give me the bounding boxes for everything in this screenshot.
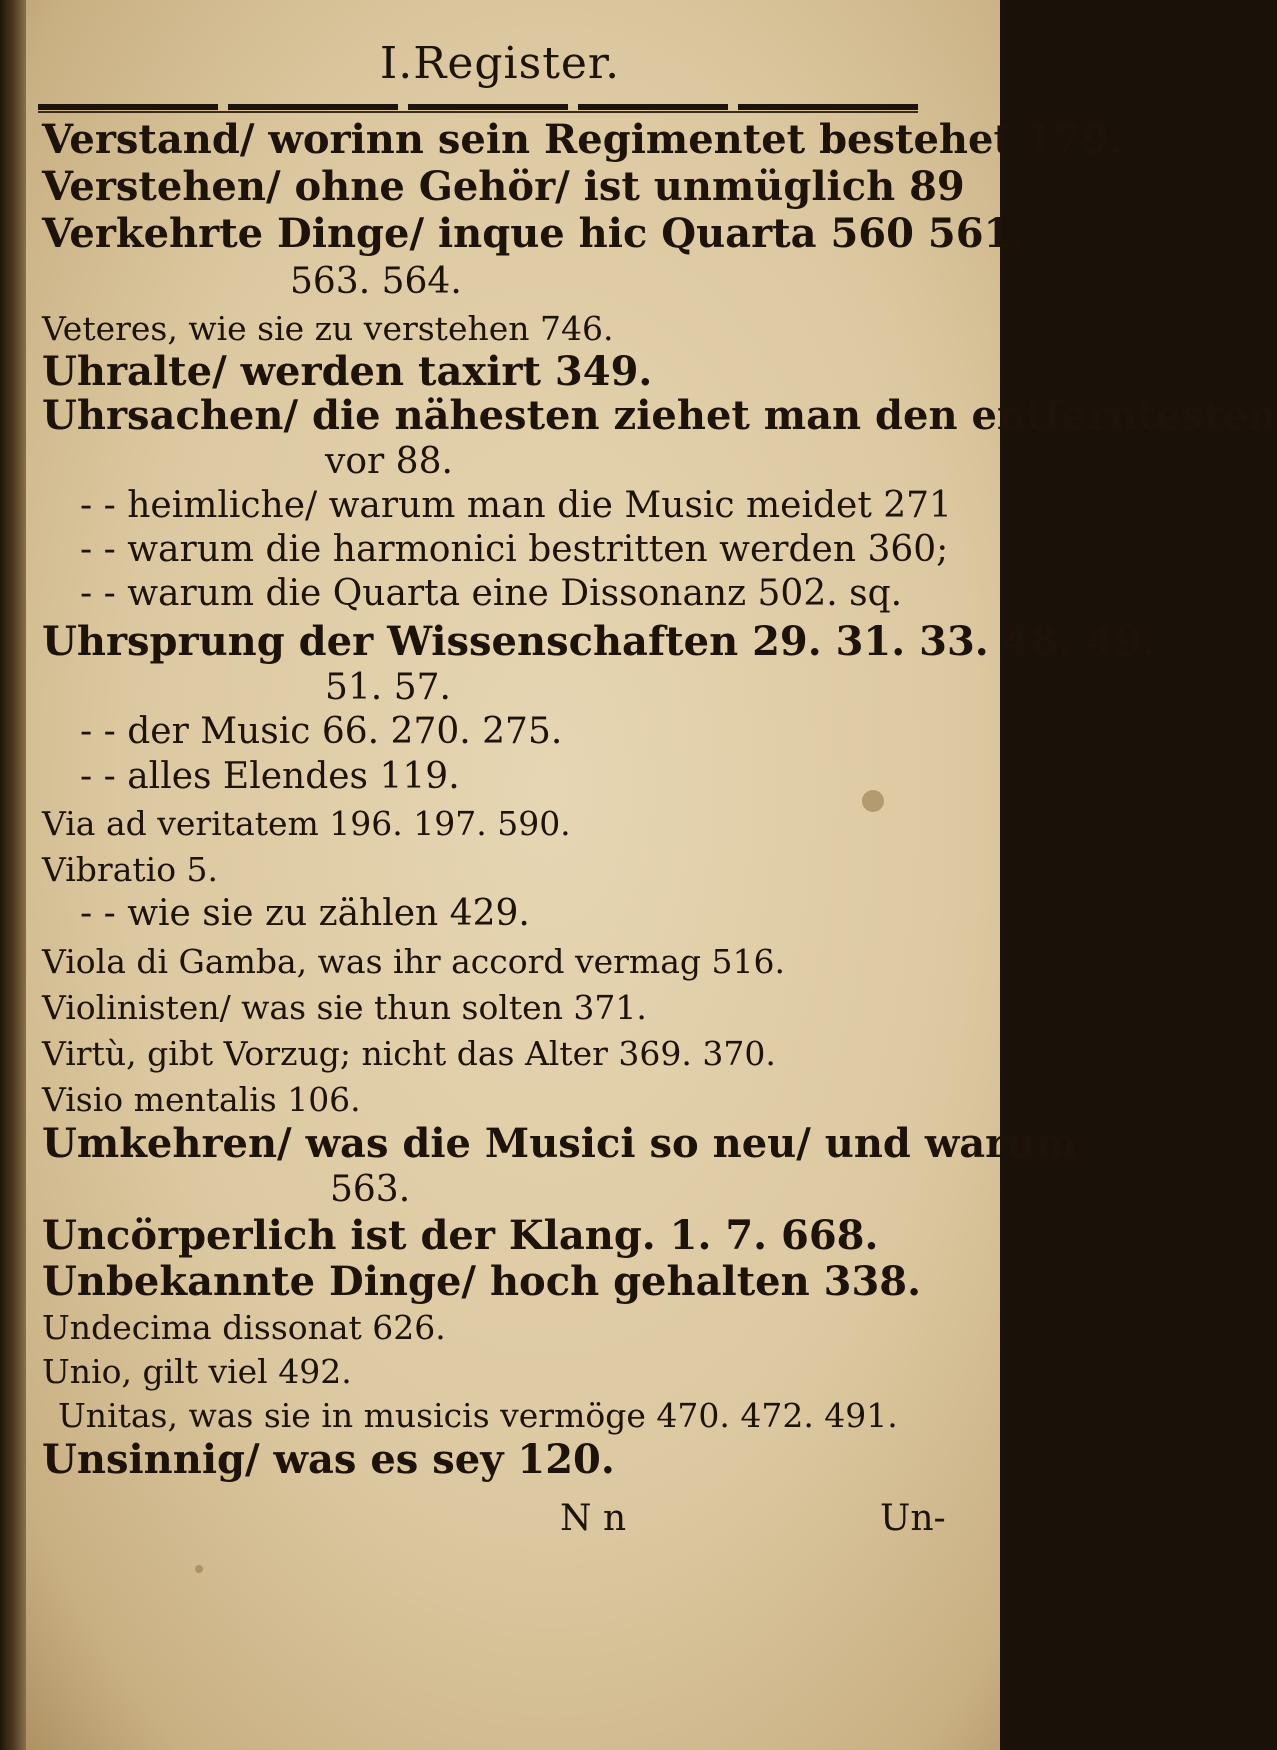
index-entry: Visio mentalis 106. bbox=[42, 1080, 361, 1119]
index-entry-continuation: 563. bbox=[330, 1169, 411, 1210]
index-entry: Verstand/ worinn sein Regimentet bestehet 179. bbox=[42, 116, 1124, 163]
index-entry: Unitas, was sie in musicis vermöge 470. 472. 491. bbox=[58, 1396, 898, 1435]
foxing-spot bbox=[195, 1565, 203, 1573]
index-entry: Verstehen/ ohne Gehör/ ist unmüglich 89 bbox=[42, 163, 965, 210]
index-subentry: - - alles Elendes 119. bbox=[80, 756, 460, 797]
index-subentry: - - der Music 66. 270. 275. bbox=[80, 711, 563, 752]
index-entry: Unio, gilt viel 492. bbox=[42, 1352, 352, 1391]
index-subentry: - - warum die harmonici bestritten werden 360; bbox=[80, 529, 949, 570]
index-entry: Undecima dissonat 626. bbox=[42, 1308, 446, 1347]
foxing-spot bbox=[862, 790, 884, 812]
index-entry: Uncörperlich ist der Klang. 1. 7. 668. bbox=[42, 1212, 879, 1259]
index-entry: Uhrsachen/ die nähesten ziehet man den entferntesten bbox=[42, 392, 1277, 439]
index-entry: Vibratio 5. bbox=[42, 850, 219, 889]
index-entry: Via ad veritatem 196. 197. 590. bbox=[42, 804, 571, 843]
index-entry: Violinisten/ was sie thun solten 371. bbox=[42, 988, 647, 1027]
index-subentry: - - wie sie zu zählen 429. bbox=[80, 893, 530, 934]
index-entry: Uhrsprung der Wissenschaften 29. 31. 33. 48. 49. bbox=[42, 618, 1156, 665]
index-entry: Uhralte/ werden taxirt 349. bbox=[42, 348, 653, 395]
signature-mark: N n bbox=[560, 1498, 627, 1539]
index-entry-continuation: 51. 57. bbox=[325, 667, 451, 708]
index-entry: Veteres, wie sie zu verstehen 746. bbox=[42, 309, 614, 348]
index-entry: Unbekannte Dinge/ hoch gehalten 338. bbox=[42, 1258, 922, 1305]
index-subentry: - - heimliche/ warum man die Music meidet 271 bbox=[80, 485, 952, 526]
index-entry-continuation: 563. 564. bbox=[290, 261, 462, 302]
index-entry: Viola di Gamba, was ihr accord vermag 516. bbox=[42, 942, 785, 981]
catchword: Un- bbox=[880, 1498, 946, 1539]
index-entry-continuation: vor 88. bbox=[325, 441, 453, 482]
index-subentry: - - warum die Quarta eine Dissonanz 502. sq. bbox=[80, 573, 903, 614]
page-header: I.Register. bbox=[379, 38, 621, 89]
index-entry: Virtù, gibt Vorzug; nicht das Alter 369. 370. bbox=[42, 1034, 776, 1073]
index-entry: Verkehrte Dinge/ inque hic Quarta 560 561. bbox=[42, 210, 1026, 257]
index-entry: Unsinnig/ was es sey 120. bbox=[42, 1436, 615, 1483]
index-entry: Umkehren/ was die Musici so neu/ und warum bbox=[42, 1120, 1078, 1167]
